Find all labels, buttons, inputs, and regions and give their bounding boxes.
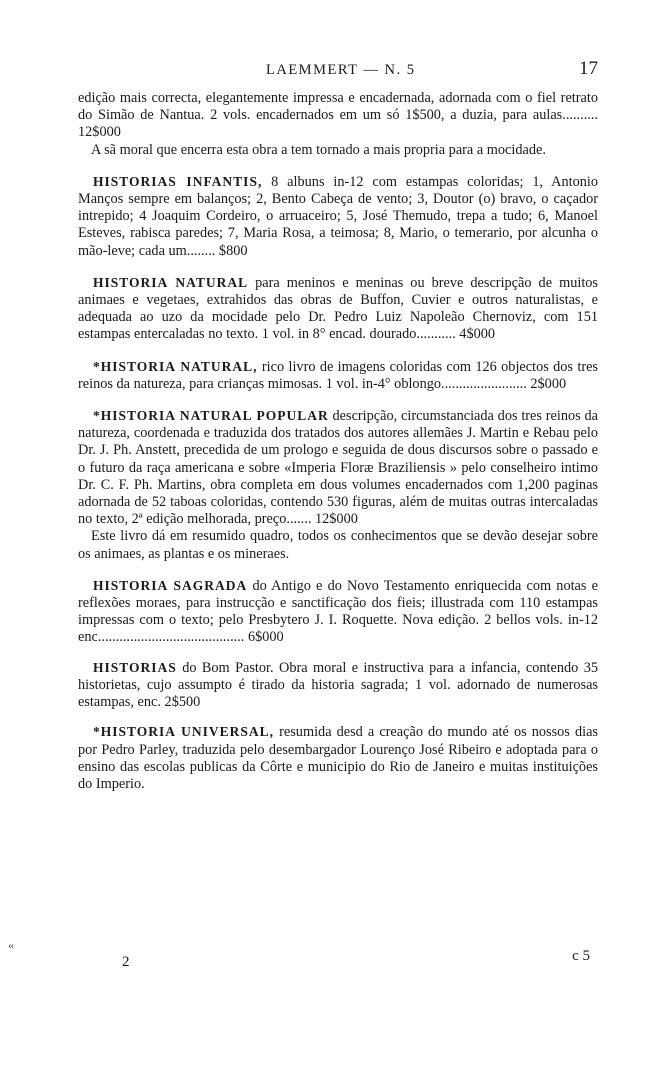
catalogue-body — [78, 90, 598, 793]
running-title: LAEMMERT — N. 5 — [266, 62, 416, 78]
catalogue-entry — [78, 659, 598, 712]
entry-description: do Antigo e do Novo Testamento enriquecida com notas e reflexões moraes, para instrucção e sanctificação dos fieis; illustrada com 110 estampas impressas com o texto; pelo Presbytero J. I. Roquette. Nova edição. 2 bellos vols. in-12 enc......................................... 6$000 — [78, 577, 598, 646]
signature-mark-right: c 5 — [572, 948, 590, 964]
entry-description: 8 albuns in-12 com estampas coloridas; 1, Antonio Manços sempre em balanços; 2, Bento Cabeça de vento; 3, Doutor (o) bravo, o caçador intrepido; 4 Joaquim Cordeiro, o arruaceiro; 5, José Themudo, trepa a tudo; 6, Manoel Esteves, rabisca paredes; 7, Maria Rosa, a teimosa; 8, Mario, o temerario, por alcunha o mão-leve; cada um........ $800 — [78, 173, 598, 259]
page-header — [78, 58, 598, 90]
entry-title: HISTORIAS — [93, 659, 177, 675]
margin-mark: « — [8, 938, 14, 952]
entry-title: *HISTORIA UNIVERSAL, — [93, 724, 275, 740]
entry-description: resumida desd a creação do mundo até os nossos dias por Pedro Parley, traduzida pelo desembargador Lourenço José Ribeiro e adoptada para o ensino das escolas publicas da Côrte e municipio do Rio de Janeiro e muitas instituições do Imperio. — [78, 724, 598, 792]
catalogue-entry — [78, 407, 598, 528]
entry-title: HISTORIA NATURAL — [93, 274, 249, 290]
page — [78, 58, 598, 793]
page-number: 17 — [579, 58, 598, 79]
page-footer — [78, 948, 598, 974]
signature-mark-left: 2 — [122, 954, 130, 970]
entry-note: Este livro dá em resumido quadro, todos os conhecimentos que se devão desejar sobre os animaes, as plantas e os mineraes. — [78, 528, 598, 562]
entry-title: HISTORIAS INFANTIS, — [93, 173, 263, 189]
entry-description: rico livro de imagens coloridas com 126 objectos dos tres reinos da natureza, para crianças mimosas. 1 vol. in-4° oblongo........................ 2$000 — [78, 358, 598, 392]
catalogue-entry — [78, 274, 598, 344]
entry-title: *HISTORIA NATURAL, — [93, 358, 258, 374]
catalogue-entry — [78, 173, 598, 260]
continuation-note: A sã moral que encerra esta obra a tem tornado a mais propria para a mocidade. — [91, 141, 546, 158]
entry-description: descripção, circumstanciada dos tres reinos da natureza, coordenada e traduzida dos tratados dos autores allemães J. Martin e Rebau pelo Dr. J. Ph. Anstett, precedida de um prologo e seguida de dous discursos sobre o passado e o futuro da raça americana e sobre «Imperia Floræ Braziliensis » pelo conselheiro intimo Dr. C. F. Ph. Martins, obra completa em dous volumes encadernados com 1,200 paginas adornada de 52 taboas coloridas, contendo 530 figuras, além de muitas outras intercaladas no texto, 2ª edição melhorada, preço....... 12$000 — [78, 408, 598, 528]
continuation-paragraph: edição mais correcta, elegantemente impressa e encadernada, adornada com o fiel retrato do Simão de Nantua. 2 vols. encadernados em um só 1$500, a duzia, para aulas.......... 12$000 — [78, 90, 598, 141]
entry-title: *HISTORIA NATURAL POPULAR — [93, 408, 329, 424]
entry-description: do Bom Pastor. Obra moral e instructiva para a infancia, contendo 35 historietas, cujo assumpto é tirado da historia sagrada; 1 vol. adornado de numerosas estampas, enc. 2$500 — [78, 659, 598, 711]
catalogue-entry — [78, 577, 598, 647]
entry-description: para meninos e meninas ou breve descripção de muitos animaes e vegetaes, extrahidos das obras de Buffon, Cuvier e outros naturalistas, e adequada ao uzo da mocidade pelo Dr. Pedro Luiz Napoleão Chernoviz, com 151 estampas entercaladas no texto. 1 vol. in 8° encad. dourado........... 4$000 — [78, 274, 598, 343]
catalogue-entry — [78, 723, 598, 793]
catalogue-entry — [78, 358, 598, 393]
entry-title: HISTORIA SAGRADA — [93, 577, 248, 593]
